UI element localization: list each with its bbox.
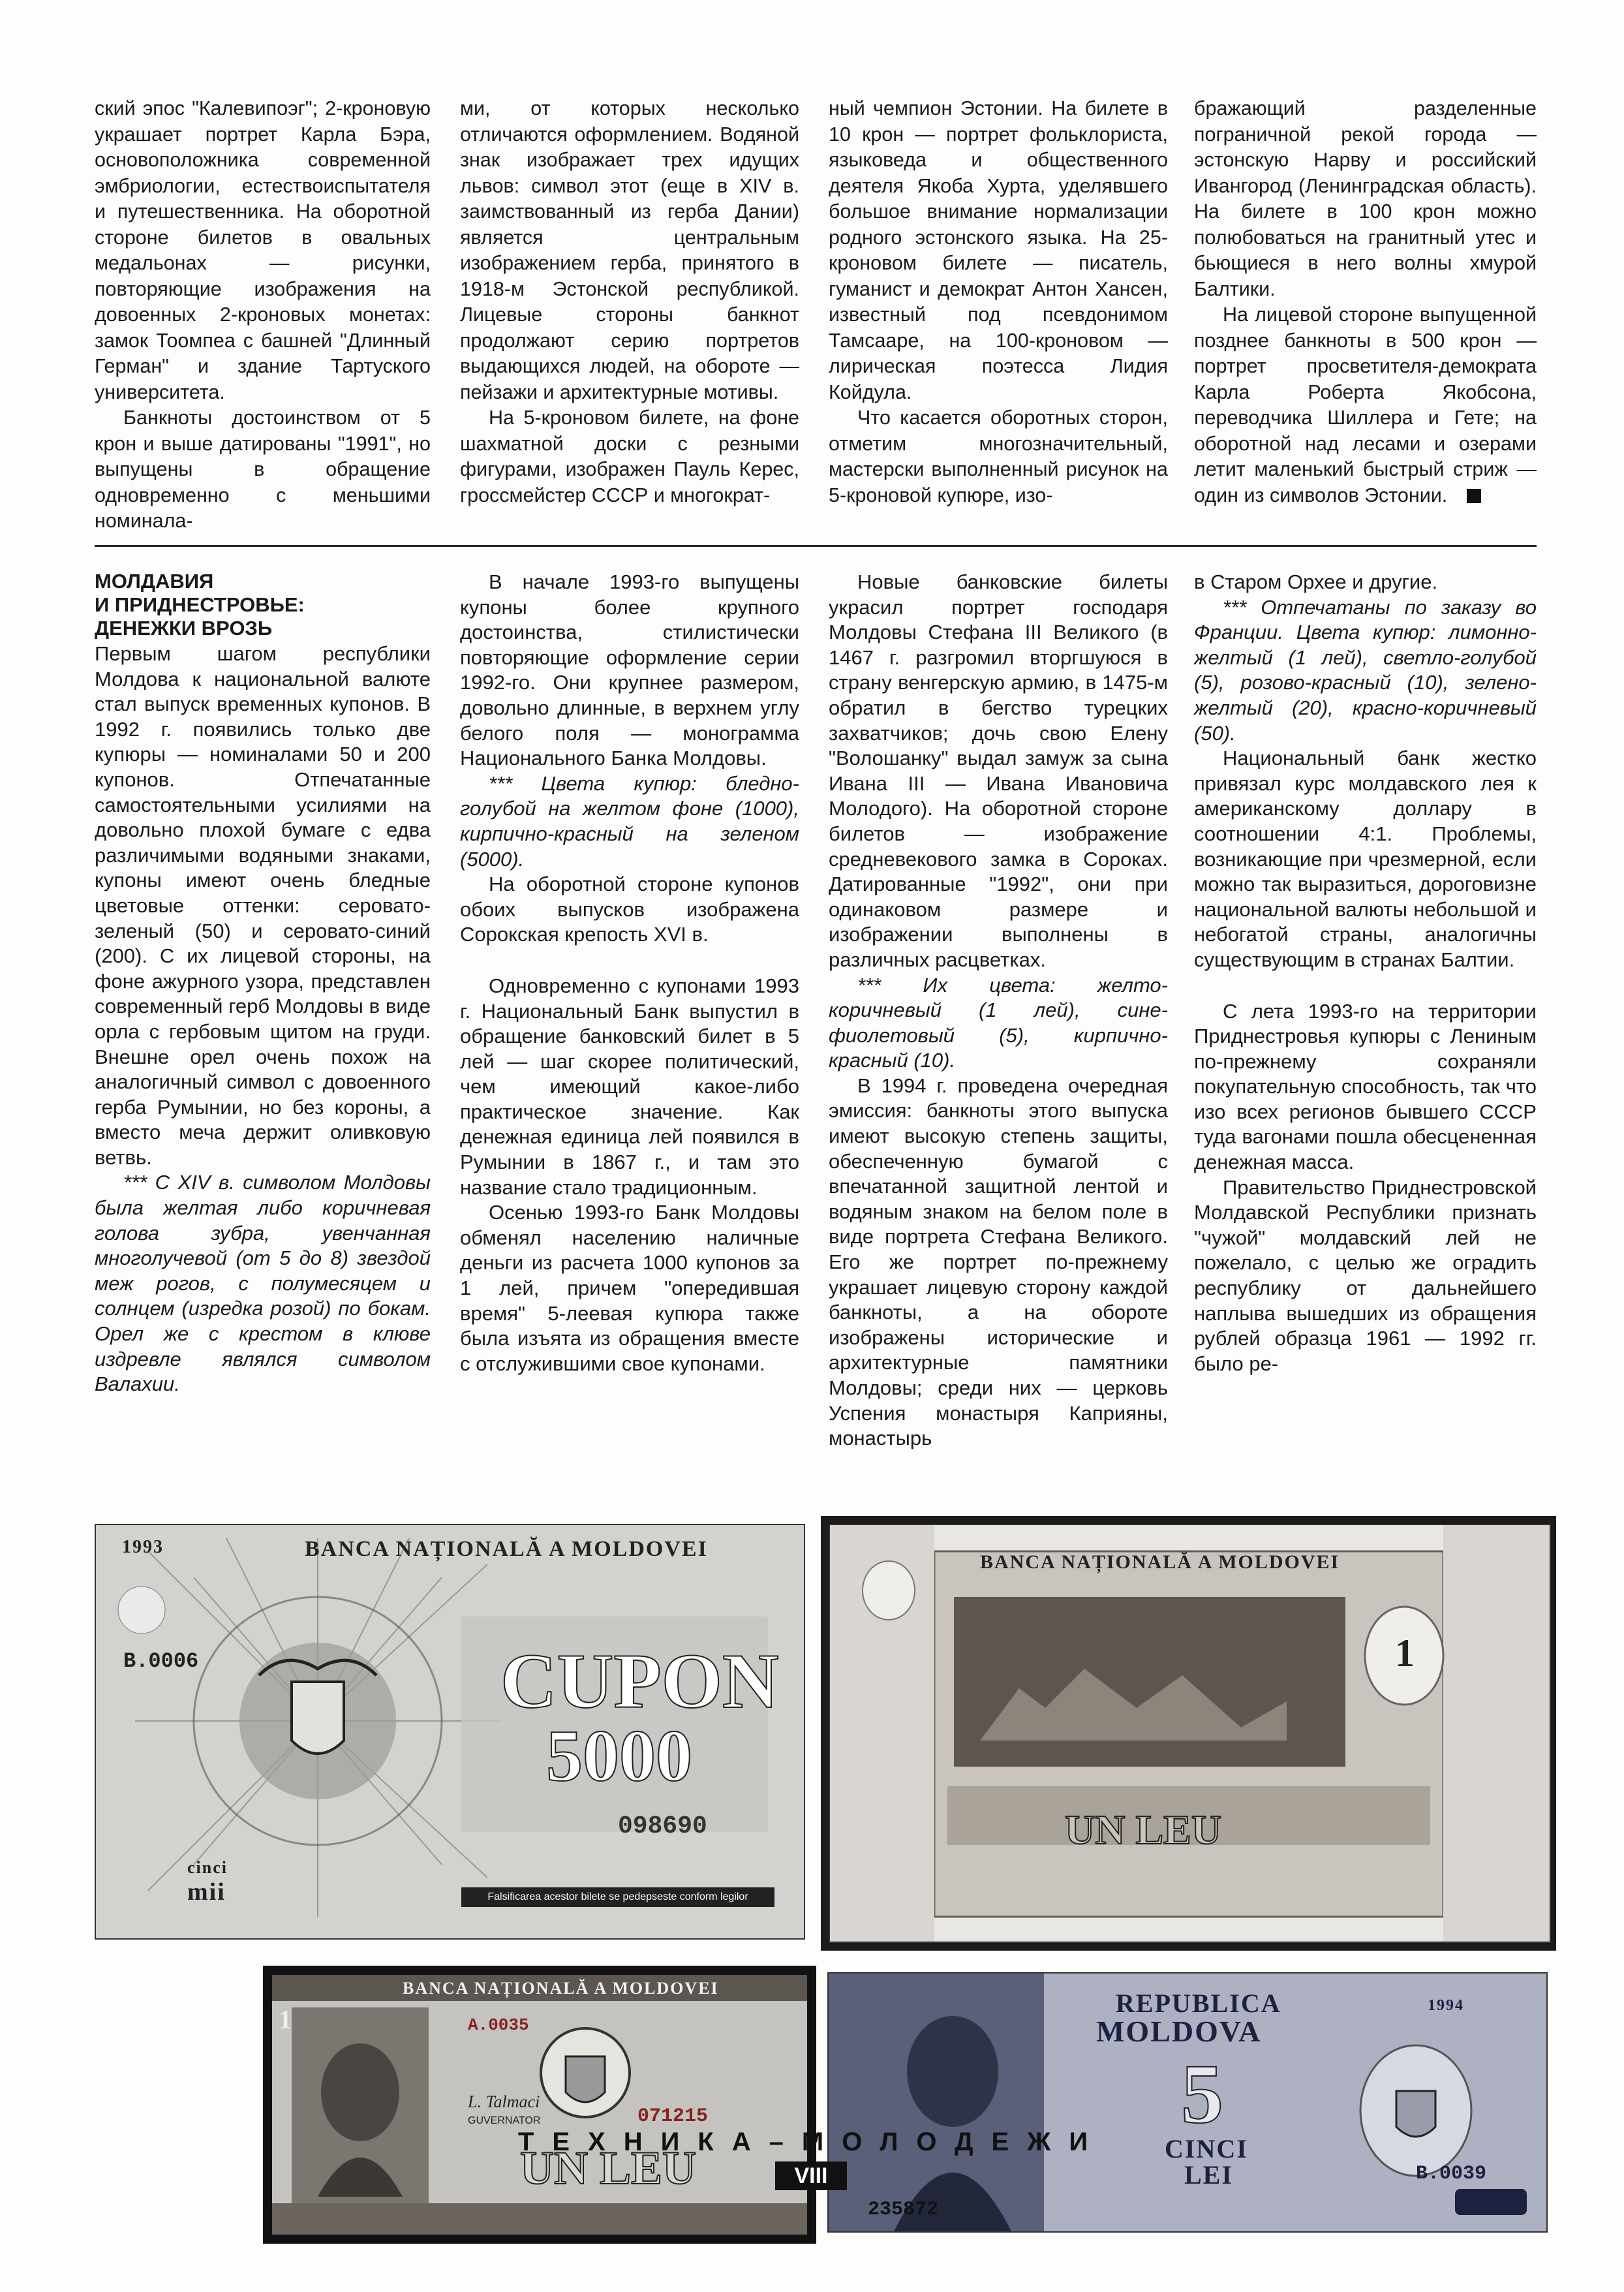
banknote-denom-words: mii xyxy=(187,1878,226,1906)
paragraph: ный чемпион Эстонии. На билете в 10 крон — портрет фольклориста, языковеда и общественного деятеля Якоба Хурта, уделявшего большое внимание нормализации родного эстонского языка. На 25-кроновом билете — писатель, гуманист и демократ Антон Хансен, известный под псевдонимом Тамсааре, на 100-кроновом — лирическая поэтесса Лидия Койдула. xyxy=(829,97,1168,403)
banknote-text: UN LEU xyxy=(1065,1806,1222,1853)
banknote-country-line: REPUBLICA xyxy=(1116,1989,1281,2018)
banknote-bank-name: BANCA NAȚIONALĂ A MOLDOVEI xyxy=(980,1551,1340,1573)
banknote-year: 1993 xyxy=(122,1537,164,1557)
paragraph: В 1994 г. проведена очередная эмиссия: банкноты этого выпуска имеют высокую степень защиты, обеспеченную бумагой с впечатанной защитной лентой и водяным знаком на белом поле в виде портрета Стефана Великого. Его же портрет по-прежнему украшает лицевую сторону каждой банкноты, а на обороте изображены исторические и архитектурные памятники Молдовы; среди них — церковь Успения монастыря Каприяны, монастырь xyxy=(829,1074,1168,1450)
banknote-cupon-5000 xyxy=(95,1524,805,1940)
paragraph: Банкноты достоинством от 5 крон и выше датированы "1991", но выпущены в обращение одновременно с меньшими номинала- xyxy=(95,407,431,532)
paragraph: бражающий разделенные пограничной рекой города — эстонскую Нарву и российский Ивангород (Ленинградская область). На билете в 100 крон можно полюбоваться на гранитный утес и бьющиеся в него волны хмурой Балтики. xyxy=(1194,97,1537,300)
banknote-word: CUPON xyxy=(500,1637,779,1724)
top-column-2 xyxy=(460,96,799,520)
banknote-5-lei xyxy=(827,1972,1548,2233)
paragraph: ский эпос "Калевипоэг"; 2-кроновую украшает портрет Карла Бэра, основоположника современной эмбриологии, естествоиспытателя и путешественника. На оборотной стороне билетов в овальных медальонах — рисунки, повторяющие изображения на довоенных 2-кроновых монетах: замок Тоомпеа с башней "Длинный Герман" и здание Тартуского университета. xyxy=(95,97,431,403)
heading-line: МОЛДАВИЯ xyxy=(95,570,214,593)
paragraph: Новые банковские билеты украсил портрет господаря Молдовы Стефана III Великого (в 1467 г. разгромил вторгшуюся в страну венгерскую армию, в 1475-м обратил в бегство турецких захватчиков; дочь свою Елену "Волошанку" выдал замуж за сына Ивана III — Ивана Ивановича Молодого). На оборотной стороне билетов — изображение средневекового замка в Сороках. Датированные "1992", они при одинаковом размере и изображении выполнены в различных расцветках. xyxy=(829,570,1168,971)
page-number: VIII xyxy=(775,2161,847,2190)
banknote-denom-words: LEI xyxy=(1184,2160,1233,2190)
paragraph: На оборотной стороне купонов обоих выпусков изображена Сорокская крепость XVI в. xyxy=(460,873,799,946)
banknote-role: GUVERNATOR xyxy=(468,2115,541,2126)
note-paragraph: *** Цвета купюр: бледно-голубой на желтом фоне (1000), кирпично-красный на зеленом (5000). xyxy=(460,771,799,871)
banknote-denom-words: CINCI xyxy=(1165,2134,1248,2163)
section-divider xyxy=(95,545,1537,547)
paragraph: На 5-кроновом билете, на фоне шахматной доски с резными фигурами, изображен Пауль Керес, гроссмейстер СССР и многократ- xyxy=(460,407,799,506)
banknote-1-leu-back xyxy=(829,1524,1551,1943)
top-column-4 xyxy=(1194,96,1537,520)
note-paragraph: *** Отпечатаны по заказу во Франции. Цвета купюр: лимонно-желтый (1 лей), светло-голубой (5), розово-красный (10), зелено-желтый (20), красно-коричневый (50). xyxy=(1194,595,1537,745)
paragraph: в Старом Орхее и другие. xyxy=(1194,570,1438,593)
banknote-series: B.0006 xyxy=(123,1649,199,1673)
bottom-column-3 xyxy=(829,570,1168,1496)
top-column-1 xyxy=(95,96,431,532)
bottom-column-1 xyxy=(95,570,431,1496)
banknote-number: 235872 xyxy=(868,2199,939,2221)
banknote-number: 098690 xyxy=(618,1812,707,1840)
end-of-article-square-icon xyxy=(1467,489,1481,503)
note-paragraph: *** С XIV в. символом Молдовы была желтая либо коричневая голова зубра, увенчанная многолучевой (от 5 до 8) звездой меж рогов, с полумесяцем и солнцем (изредка розой) по бокам. Орел же с крестом в клюве издревле являлся символом Валахии. xyxy=(95,1171,431,1396)
banknote-number: 071215 xyxy=(637,2105,709,2128)
banknote-denom-words: cinci xyxy=(187,1858,228,1877)
paragraph: ми, от которых несколько отличаются оформлением. Водяной знак изображает трех идущих львов: символ этот (еще в XIV в. заимствованный из герба Дании) является центральным изображением герба, принятого в 1918-м Эстонской республикой. Лицевые стороны банкнот продолжают серию портретов выдающихся людей, на обороте — пейзажи и архитектурные мотивы. xyxy=(460,97,799,403)
paragraph: Осенью 1993-го Банк Молдовы обменял населению наличные деньги из расчета 1000 купонов за 1 лей, причем "опередившая время" 5-леевая купюра также была изъята из обращения вместе с отслужившими свое купонами. xyxy=(460,1201,799,1375)
banknote-signature: L. Talmaci xyxy=(468,2092,540,2111)
paragraph: Национальный банк жестко привязал курс молдавского лея к американскому доллару в соотношении 4:1. Проблемы, возникающие при чрезмерной, если можно так выразиться, дороговизне национальной валюты небольшой и небогатой страны, аналогичны существующим в странах Балтии. xyxy=(1194,747,1537,971)
paragraph: В начале 1993-го выпущены купоны более крупного достоинства, стилистически повторяющие оформление серии 1992-го. Они крупнее размером, довольно длинные, в верхнем углу белого поля — монограмма Национального Банка Молдовы. xyxy=(460,570,799,770)
banknote-value: 5000 xyxy=(546,1716,692,1797)
paragraph: Одновременно с купонами 1993 г. Национальный Банк выпустил в обращение банковский билет в 5 лей — шаг скорее политический, чем имеющий какое-либо практическое значение. Как денежная единица лей появился в Румынии в 1867 г., и там это название стало традиционным. xyxy=(460,974,799,1199)
magazine-footer-title: ТЕХНИКА–МОЛОДЕЖИ xyxy=(517,2128,1107,2156)
banknote-warning: Falsificarea acestor bilete se pedepseste conform legilor xyxy=(461,1887,774,1907)
paragraph: С лета 1993-го на территории Приднестровья купюры с Лениным по-прежнему сохраняли покупательную способность, так что изо всех регионов бывшего СССР туда вагонами пошла обесцененная денежная масса. xyxy=(1194,999,1537,1174)
banknote-bank-name: BANCA NAȚIONALĂ A MOLDOVEI xyxy=(305,1537,708,1561)
paragraph: Правительство Приднестровской Молдавской Республики признать "чужой" молдавский лей не пожелало, с целью же оградить республику от дальнейшего наплыва вышедших из обращения рублей образца 1961 — 1992 гг. было ре- xyxy=(1194,1175,1537,1375)
banknote-series: A.0035 xyxy=(468,2015,529,2035)
banknote-castle-icon xyxy=(830,1525,1550,1942)
paragraph: Первым шагом республики Молдова к национальной валюте стал выпуск временных купонов. В 1992 г. появились только две купюры — номиналами 50 и 200 купонов. Отпечатанные самостоятельными усилиями на довольно плохой бумаге с едва различимыми водяными знаками, купоны имеют очень бледные цветовые оттенки: серовато-зеленый (50) и серовато-синий (200). С их лицевой стороны, на фоне ажурного узора, представлен современный герб Молдовы в виде орла с гербовым щитом на груди. Внешне орел очень похож на аналогичный символ с довоенного герба Румынии, но без короны, а вместо меча держит оливковую ветвь. xyxy=(95,642,431,1169)
top-column-3 xyxy=(829,96,1168,520)
banknote-text: UN LEU xyxy=(520,2142,697,2194)
paragraph-end xyxy=(1194,302,1537,508)
banknote-series: B.0039 xyxy=(1416,2163,1487,2185)
banknote-1-leu-front xyxy=(263,1966,816,2244)
banknote-country-line: MOLDOVA xyxy=(1096,2015,1262,2048)
paragraph: На лицевой стороне выпущенной позднее банкноты в 500 крон — портрет просветителя-демократа Карла Роберта Якобсона, переводчика Шиллера и Гете; на оборотной над лесами и озерами летит маленький быстрый стриж — один из символов Эстонии. xyxy=(1194,303,1537,506)
bottom-column-2 xyxy=(460,570,799,1496)
banknote-value: 5 xyxy=(1181,2047,1223,2141)
section-heading xyxy=(95,570,431,640)
bottom-column-4 xyxy=(1194,570,1537,1496)
note-paragraph: *** Их цвета: желто-коричневый (1 лей), сине-фиолетовый (5), кирпично-красный (10). xyxy=(829,973,1168,1072)
banknote-year: 1994 xyxy=(1428,1997,1464,2014)
heading-line: ДЕНЕЖКИ ВРОЗЬ xyxy=(95,617,273,640)
banknote-value: 1 xyxy=(1395,1632,1416,1675)
banknote-value: 1 xyxy=(279,2005,293,2034)
heading-line: И ПРИДНЕСТРОВЬЕ: xyxy=(95,593,305,616)
banknote-bank-name: BANCA NAȚIONALĂ A MOLDOVEI xyxy=(403,1979,719,1998)
paragraph: Что касается оборотных сторон, отметим многозначительный, мастерски выполненный рисунок на 5-кроновой купюре, изо- xyxy=(829,407,1168,506)
